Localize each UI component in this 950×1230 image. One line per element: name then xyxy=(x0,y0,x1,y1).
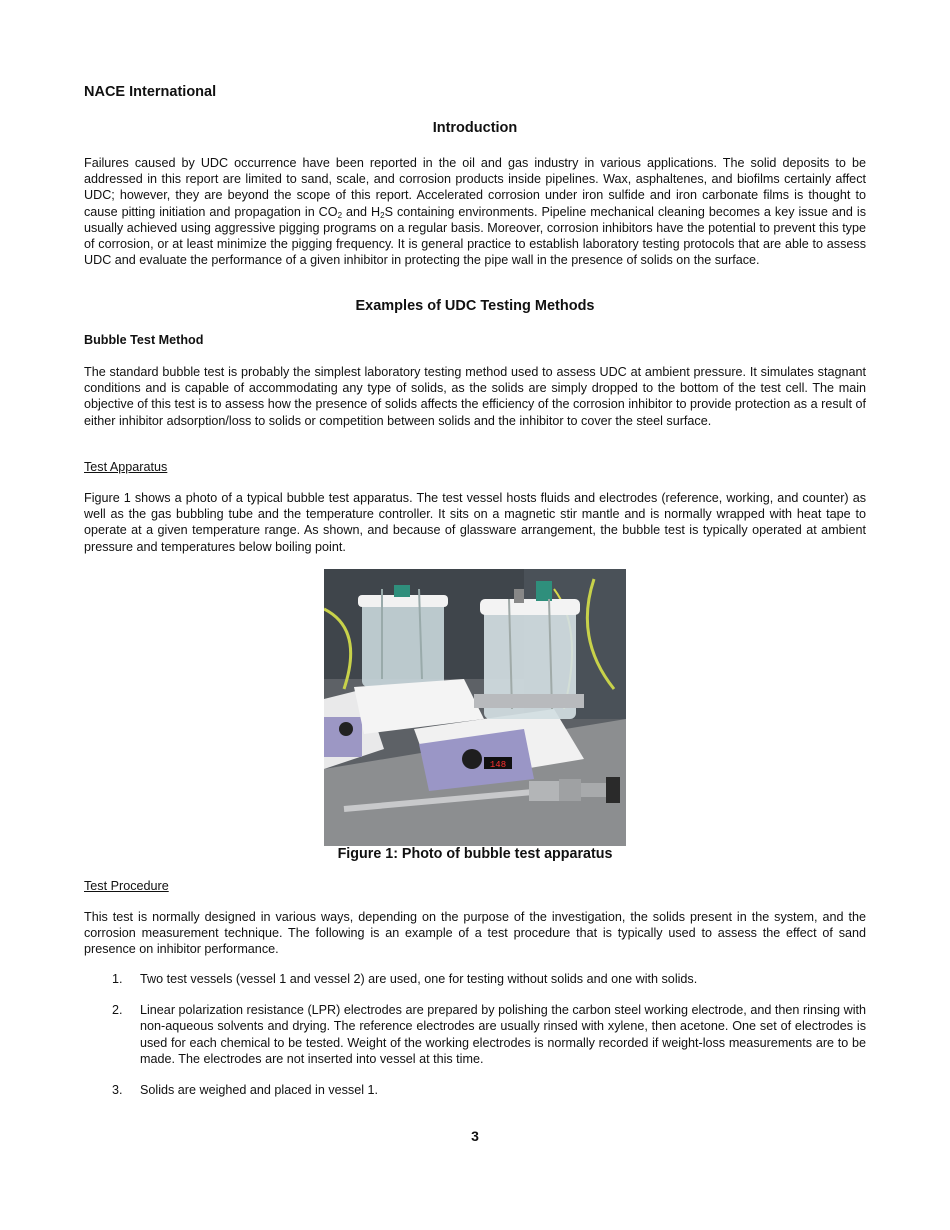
test-apparatus-heading: Test Apparatus xyxy=(84,460,168,474)
bubble-test-photo xyxy=(324,569,626,846)
introduction-heading: Introduction xyxy=(432,120,518,136)
page-number: 3 xyxy=(471,1128,479,1144)
procedure-steps-list xyxy=(84,971,866,1098)
organization-header: NACE International xyxy=(84,84,217,100)
list-item: 2. Linear polarization resistance (LPR) electrodes are prepared by polishing the carbon steel working electrode, and then rinsing with non-aqueous solvents and drying. The reference electrodes are usually rinsed with xylene, then acetone. One set of electrodes is used for each chemical to be tested. Weight of the working electrodes is normally recorded if weight-loss measurements are to be made. The electrodes are not inserted into vessel at this time. xyxy=(112,1003,866,1066)
introduction-paragraph: Failures caused by UDC occurrence have been reported in the oil and gas industry in various applications. The solid deposits to be addressed in this report are limited to sand, scale, and corrosion products inside pipelines. Wax, asphaltenes, and biofilms certainly affect UDC; however, they are beyond the scope of this report. Accelerated corrosion under iron sulfide and iron carbonate films is thought to cause pitting initiation and propagation in $CO_2$ and $H_2S$ containing environments. Pipeline mechanical cleaning becomes a key issue and is usually achieved using aggressive pigging programs on a regular basis. Moreover, corrosion inhibitors have the potential to prevent this type of corrosion, or at least minimize the pigging frequency. It is general practice to establish laboratory testing protocols that are able to assess UDC and evaluate the performance of a given inhibitor in protecting the pipe wall in the presence of solids on the surface. xyxy=(84,156,866,268)
figure-caption: Figure 1: Photo of bubble test apparatus xyxy=(337,846,613,862)
controller-display-readout: 148 xyxy=(489,760,507,770)
test-procedure-paragraph: This test is normally designed in various ways, depending on the purpose of the investigation, the solids present in the system, and the corrosion measurement technique. The following is an example of a test procedure that is typically used to assess the effect of sand presence on inhibitor performance. xyxy=(84,910,866,957)
bubble-test-paragraph: The standard bubble test is probably the simplest laboratory testing method used to assess UDC at ambient pressure. It simulates stagnant conditions and is capable of accommodating any type of solids, as the solids are simply dropped to the bottom of the test cell. The main objective of this test is to assess how the presence of solids affects the efficiency of the corrosion inhibitor to provide protection as a result of either inhibitor adsorption/loss to solids or competition between solids and the inhibitor to cover the steel surface. xyxy=(84,365,866,428)
list-item: 3. Solids are weighed and placed in vessel 1. xyxy=(112,1083,379,1098)
list-item: 1. Two test vessels (vessel 1 and vessel 2) are used, one for testing without solids and one with solids. xyxy=(112,972,698,986)
test-procedure-heading: Test Procedure xyxy=(84,879,169,893)
examples-heading: Examples of UDC Testing Methods xyxy=(355,298,595,314)
bubble-test-heading: Bubble Test Method xyxy=(84,333,204,347)
test-apparatus-paragraph: Figure 1 shows a photo of a typical bubble test apparatus. The test vessel hosts fluids and electrodes (reference, working, and counter) as well as the gas bubbling tube and the temperature controller. It sits on a magnetic stir mantle and is normally wrapped with heat tape to operate at a given temperature range. As shown, and because of glassware arrangement, the bubble test is typically operated at ambient pressure and temperatures below boiling point. xyxy=(84,491,866,554)
